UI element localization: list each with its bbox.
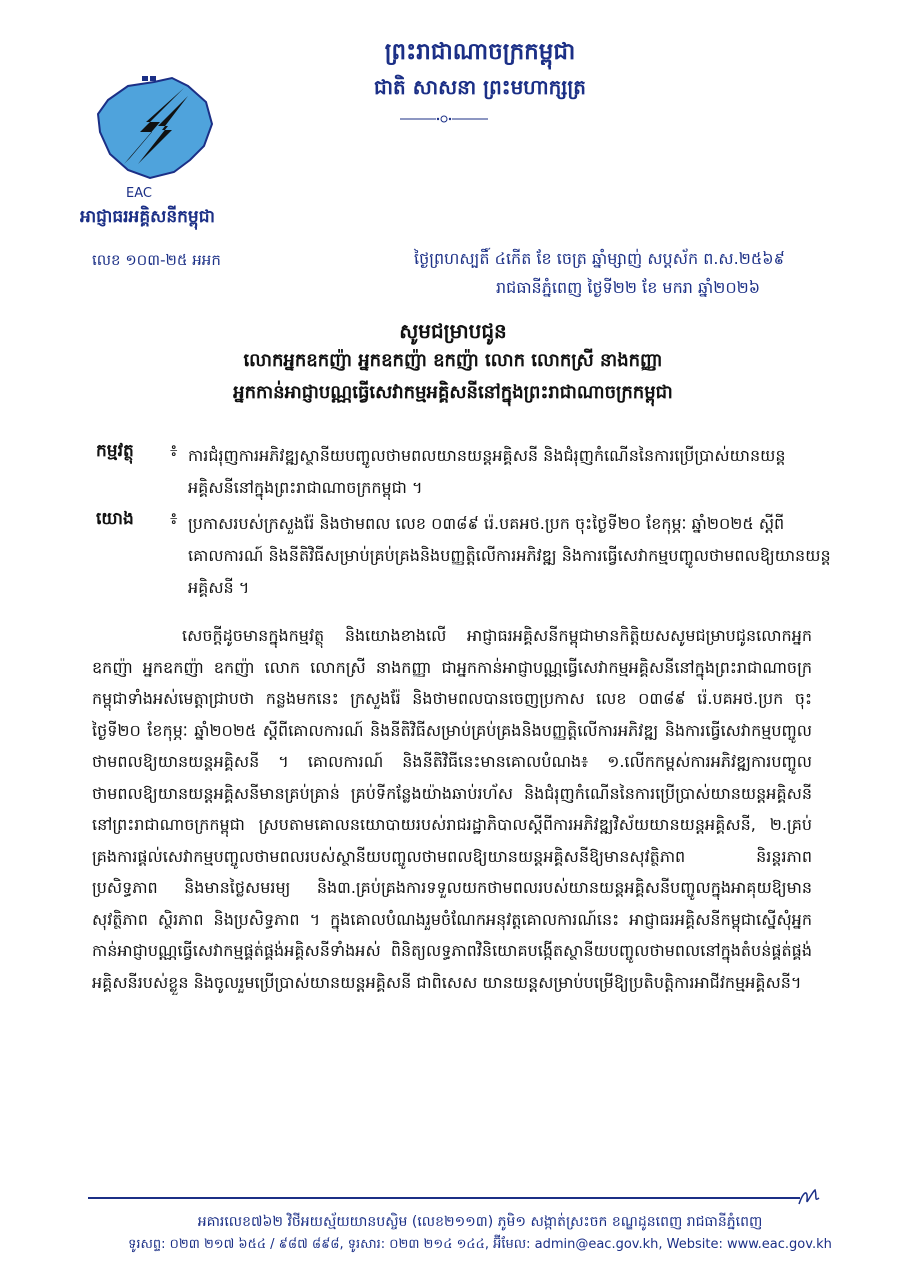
body-paragraph: សេចក្តីដូចមានក្នុងកម្មវត្ថុ និងយោងខាងលើ អាជ្ញាធរអគ្គិសនីកម្ពុជាមានកិត្តិយសសូមជម្រាបជូនលោកអ្នកឧកញ៉ា អ្នកឧកញ៉ា ឧកញ៉ា លោក លោកស្រី នាងកញ្ញា ជាអ្នកកាន់អាជ្ញាបណ្ណធ្វើសេវាកម្មអគ្គិសនីនៅក្នុងព្រះរាជាណាចក្រកម្ពុជាទាំងអស់មេត្តាជ្រាបថា កន្លងមកនេះ ក្រសួងរ៉ែ និងថាមពលបានចេញប្រកាស លេខ ០៣៨៩ រ៉េ.បគអថ.ប្រក ចុះថ្ងៃទី២០ ខែកុម្ភៈ ឆ្នាំ២០២៥ ស្តីពីគោលការណ៍ និងនីតិវិធីសម្រាប់គ្រប់គ្រងនិងបញ្ញត្តិលើការអភិវឌ្ឍ និងការធ្វើសេវាកម្មបញ្ចូលថាមពលឱ្យយានយន្តអគ្គិសនី ។ គោលការណ៍ និងនីតិវិធីនេះមានគោលបំណង៖ ១.លើកកម្ពស់ការអភិវឌ្ឍការបញ្ចូលថាមពលឱ្យយានយន្តអគ្គិសនីមានគ្រប់គ្រាន់ គ្រប់ទីកន្លែងយ៉ាងឆាប់រហ័ស និងជំរុញកំណើននៃការប្រើប្រាស់យានយន្តអគ្គិសនីនៅព្រះរាជាណាចក្រកម្ពុជា ស្របតាមគោលនយោបាយរបស់រាជរដ្ឋាភិបាលស្តីពីការអភិវឌ្ឍវិស័យយានយន្តអគ្គិសនី, ២.គ្រប់គ្រងការផ្តល់សេវាកម្មបញ្ចូលថាមពលរបស់ស្ថានីយបញ្ចូលថាមពលឱ្យយានយន្តអគ្គិសនីឱ្យមានសុវត្ថិភាព និរន្តរភាព ប្រសិទ្ធភាព និងមានថ្លៃសមរម្យ និង៣.គ្រប់គ្រងការទទួលយកថាមពលរបស់យានយន្តអគ្គិសនីបញ្ចូលក្នុងអាគុយឱ្យមានសុវត្ថិភាព ស្ថិរភាព និងប្រសិទ្ធភាព ។ ក្នុងគោលបំណងរួមចំណែកអនុវត្តគោលការណ៍នេះ អាជ្ញាធរអគ្គិសនីកម្ពុជាស្នើសុំអ្នកកាន់អាជ្ញាបណ្ណធ្វើសេវាកម្មផ្គត់ផ្គង់អគ្គិសនីទាំងអស់ ពិនិត្យលទ្ធភាពវិនិយោគបង្កើតស្ថានីយបញ្ចូលថាមពលនៅក្នុងតំបន់ផ្គត់ផ្គង់អគ្គិសនីរបស់ខ្លួន និងចូលរួមប្រើប្រាស់យានយន្តអគ្គិសនី ជាពិសេស យានយន្តសម្រាប់បម្រើឱ្យប្រតិបត្តិការអាជីវកម្មអគ្គិសនី។ <box>92 626 812 992</box>
recipient-titles: លោកអ្នកឧកញ៉ា អ្នកឧកញ៉ា ឧកញ៉ា លោក លោកស្រី នាងកញ្ញា <box>243 350 663 371</box>
recipient-description: អ្នកកាន់អាជ្ញាបណ្ណធ្វើសេវាកម្មអគ្គិសនីនៅក្នុងព្រះរាជាណាចក្រកម្ពុជា <box>233 382 673 403</box>
logo-abbreviation: EAC <box>126 186 152 201</box>
reference-colon: ៖ <box>170 509 178 529</box>
authority-name: អាជ្ញាធរអគ្គិសនីកម្ពុជា <box>80 207 215 227</box>
salutation: សូមជម្រាបជូន <box>399 319 507 343</box>
national-motto: ជាតិ សាសនា ព្រះមហាក្សត្រ <box>374 75 586 99</box>
footer-address: អគារលេខ៧៦២ វិថីអយស្ម័យយានបស្ចិម (លេខ២១១៣) ភូមិ១ សង្កាត់ស្រះចក ខណ្ឌដូនពេញ រាជធានីភ្នំពេញ <box>197 1214 763 1230</box>
subject-colon: ៖ <box>170 441 178 461</box>
reference-number: លេខ ១០៣-២៥ អអក <box>92 251 221 269</box>
footer-contact: ទូរសព្ទ: ០២៣ ២១៧ ៦៥៤ / ៩៨៧ ៨៩៨, ទូរសារ: ០២៣ ២១៤ ១៤៤, អ៊ីមែល: admin@eac.gov.kh, Website: www.eac.gov.kh <box>128 1237 832 1252</box>
kingdom-title: ព្រះរាជាណាចក្រកម្ពុជា <box>384 39 576 65</box>
subject-text: ការជំរុញការអភិវឌ្ឍស្ថានីយបញ្ចូលថាមពលយានយន្តអគ្គិសនី និងជំរុញកំណើននៃការប្រើប្រាស់យានយន្តអគ្គិសនីនៅក្នុងព្រះរាជាណាចក្រកម្ពុជា ។ <box>188 446 786 497</box>
footer-divider <box>88 1197 800 1199</box>
reference-text: ប្រកាសរបស់ក្រសួងរ៉ែ និងថាមពល លេខ ០៣៨៩ រ៉េ.បគអថ.ប្រក ចុះថ្ងៃទី២០ ខែកុម្ភៈ ឆ្នាំ២០២៥ ស្តីពីគោលការណ៍ និងនីតិវិធីសម្រាប់គ្រប់គ្រងនិងបញ្ញត្តិលើការអភិវឌ្ឍ និងការធ្វើសេវាកម្មបញ្ចូលថាមពលឱ្យយានយន្តអគ្គិសនី ។ <box>188 514 831 597</box>
eac-logo-icon <box>88 72 216 184</box>
gregorian-date: រាជធានីភ្នំពេញ ថ្ងៃទី២២ ខែ មករា ឆ្នាំ២០២៦ <box>496 278 761 297</box>
reference-label: យោង <box>96 509 134 529</box>
lunar-date: ថ្ងៃព្រហស្បតិ៍ ៤កើត ខែ ចេត្រ ឆ្នាំម្សាញ់ សប្តស័ក ព.ស.២៥៦៩ <box>414 249 785 268</box>
subject-label: កម្មវត្ថុ <box>96 441 134 461</box>
signature-mark-icon <box>796 1186 822 1208</box>
ornament-divider <box>396 114 492 124</box>
